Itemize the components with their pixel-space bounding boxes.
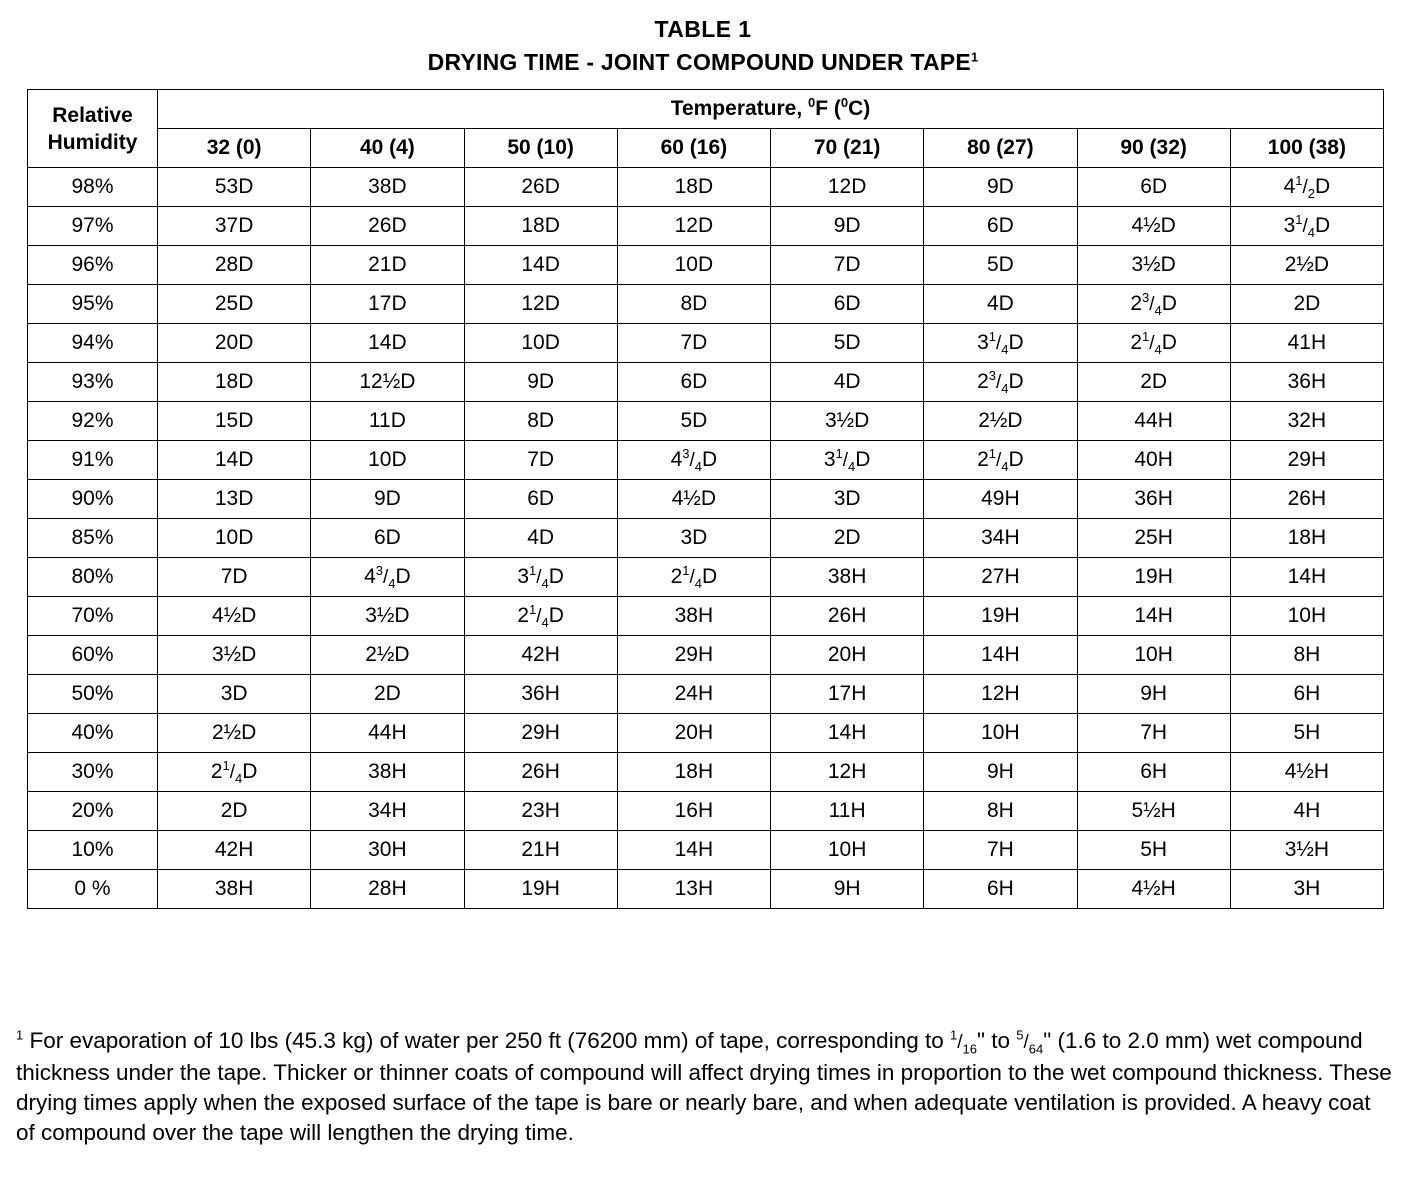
page-subtitle xyxy=(0,46,1406,78)
temperature-group-header xyxy=(158,90,1384,129)
footnote xyxy=(16,1026,1394,1148)
drying-time-cell xyxy=(1077,285,1230,324)
drying-time-cell: 37D xyxy=(158,207,311,246)
drying-time-cell xyxy=(924,324,1077,363)
drying-time-cell: 23H xyxy=(464,792,617,831)
drying-time-cell: 21H xyxy=(464,831,617,870)
drying-time-cell: 4½H xyxy=(1077,870,1230,909)
mixed-fraction-value: $4^1/_2D$ xyxy=(1283,173,1331,202)
drying-time-cell: 26H xyxy=(771,597,924,636)
drying-time-cell: 10H xyxy=(1077,636,1230,675)
fraction-denominator: 4 xyxy=(1154,342,1162,358)
drying-time-cell: 4D xyxy=(924,285,1077,324)
drying-time-cell: 2½D xyxy=(924,402,1077,441)
drying-time-cell: 53D xyxy=(158,168,311,207)
mixed-fraction-value: $3^1/_4D$ xyxy=(823,446,871,475)
table-row xyxy=(28,246,1384,285)
fraction-numerator: 3 xyxy=(375,563,383,578)
fraction-numerator: 1 xyxy=(222,758,230,773)
fraction-numerator: 1 xyxy=(682,563,690,578)
drying-time-cell: 12D xyxy=(617,207,770,246)
table-row xyxy=(28,324,1384,363)
drying-time-cell: 14H xyxy=(924,636,1077,675)
table-row xyxy=(28,519,1384,558)
drying-time-cell: 5D xyxy=(617,402,770,441)
drying-time-cell: 6H xyxy=(1230,675,1383,714)
drying-time-cell: 36H xyxy=(464,675,617,714)
drying-time-cell: 7H xyxy=(924,831,1077,870)
fraction-slash: / xyxy=(1302,177,1308,198)
fraction-slash: / xyxy=(229,762,236,783)
fraction-denominator: 4 xyxy=(388,576,396,592)
column-header-temp-90: 90 (32) xyxy=(1077,129,1230,168)
drying-time-cell: 14D xyxy=(464,246,617,285)
drying-time-cell: 11H xyxy=(771,792,924,831)
drying-time-cell: 7D xyxy=(617,324,770,363)
drying-time-cell: 2D xyxy=(771,519,924,558)
table-row xyxy=(28,675,1384,714)
column-header-temp-32: 32 (0) xyxy=(158,129,311,168)
column-header-temp-60: 60 (16) xyxy=(617,129,770,168)
drying-time-cell: 13D xyxy=(158,480,311,519)
drying-time-cell: 8H xyxy=(1230,636,1383,675)
fraction-numerator: 1 xyxy=(1295,212,1303,227)
mixed-fraction-value: $3^1/_4D$ xyxy=(517,563,564,592)
drying-time-cell: 34H xyxy=(311,792,464,831)
footnote-part2: " (1.6 to 2.0 mm) wet compound thickness under the tape. Thicker or thinner coats of compound will affect drying times in proportion to the wet compound thickness. These drying times apply when the exposed surface of the tape is bare or nearly bare, and when adequate ventilation is provided. A heavy coat of compound over the tape will lengthen the drying time. xyxy=(16,1028,1392,1145)
page-subtitle-text: DRYING TIME - JOINT COMPOUND UNDER TAPE xyxy=(427,49,971,75)
drying-time-cell xyxy=(464,558,617,597)
drying-time-cell: 14H xyxy=(771,714,924,753)
row-header-humidity: 0 % xyxy=(28,870,158,909)
drying-time-cell: 16H xyxy=(617,792,770,831)
drying-time-cell: 36H xyxy=(1230,363,1383,402)
temperature-label-f: F ( xyxy=(815,97,841,120)
drying-time-cell: 2D xyxy=(1077,363,1230,402)
drying-time-cell: 28D xyxy=(158,246,311,285)
drying-time-cell: 9D xyxy=(924,168,1077,207)
drying-time-cell: 20H xyxy=(617,714,770,753)
drying-time-cell xyxy=(1230,168,1383,207)
drying-time-cell: 21D xyxy=(311,246,464,285)
drying-time-cell: 3D xyxy=(617,519,770,558)
drying-time-cell: 38H xyxy=(311,753,464,792)
drying-time-cell: 2½D xyxy=(158,714,311,753)
drying-time-cell: 9H xyxy=(771,870,924,909)
drying-time-cell: 10D xyxy=(464,324,617,363)
drying-time-cell: 6D xyxy=(1077,168,1230,207)
footnote-frac2-slash: / xyxy=(1023,1032,1029,1053)
drying-time-cell: 10D xyxy=(158,519,311,558)
drying-time-cell: 6D xyxy=(924,207,1077,246)
drying-time-table xyxy=(27,89,1384,909)
column-header-temp-100: 100 (38) xyxy=(1230,129,1383,168)
fraction-denominator: 4 xyxy=(694,576,702,592)
drying-time-cell: 14D xyxy=(311,324,464,363)
drying-time-cell: 12½D xyxy=(311,363,464,402)
fraction-numerator: 3 xyxy=(682,446,690,461)
drying-time-cell: 7D xyxy=(771,246,924,285)
drying-time-cell: 3½D xyxy=(1077,246,1230,285)
degree-symbol-f: 0 xyxy=(808,95,816,110)
drying-time-cell: 10D xyxy=(311,441,464,480)
table-body xyxy=(28,168,1384,909)
drying-time-cell: 6H xyxy=(1077,753,1230,792)
drying-time-cell: 27H xyxy=(924,558,1077,597)
row-header-humidity: 95% xyxy=(28,285,158,324)
mixed-fraction-value: $2^3/_4D$ xyxy=(1130,290,1177,319)
row-header-humidity: 96% xyxy=(28,246,158,285)
drying-time-cell: 5H xyxy=(1077,831,1230,870)
drying-time-cell xyxy=(924,441,1077,480)
drying-time-cell: 15D xyxy=(158,402,311,441)
table-row xyxy=(28,441,1384,480)
drying-time-cell: 18D xyxy=(617,168,770,207)
drying-time-cell xyxy=(1077,324,1230,363)
fraction-slash: / xyxy=(1149,333,1155,354)
table-header-row-columns xyxy=(28,129,1384,168)
temperature-label-c: C) xyxy=(848,97,871,120)
drying-time-cell: 42H xyxy=(158,831,311,870)
drying-time-cell: 18D xyxy=(158,363,311,402)
table-header-row-group xyxy=(28,90,1384,129)
fraction-denominator: 4 xyxy=(235,771,243,787)
page-title: TABLE 1 xyxy=(654,16,752,42)
fraction-slash: / xyxy=(995,372,1002,393)
footnote-part1: For evaporation of 10 lbs (45.3 kg) of water per 250 ft (76200 mm) of tape, corresponding to xyxy=(23,1028,950,1053)
row-header-humidity: 50% xyxy=(28,675,158,714)
drying-time-cell: 5½H xyxy=(1077,792,1230,831)
table-head xyxy=(28,90,1384,168)
fraction-numerator: 1 xyxy=(1295,173,1303,188)
column-header-temp-40: 40 (4) xyxy=(311,129,464,168)
row-header-humidity: 94% xyxy=(28,324,158,363)
drying-time-cell: 26H xyxy=(1230,480,1383,519)
drying-time-cell: 19H xyxy=(1077,558,1230,597)
drying-time-cell: 2D xyxy=(158,792,311,831)
table-row xyxy=(28,402,1384,441)
drying-time-cell: 28H xyxy=(311,870,464,909)
fraction-numerator: 1 xyxy=(529,563,537,578)
drying-time-cell: 6D xyxy=(617,363,770,402)
drying-time-cell: 24H xyxy=(617,675,770,714)
mixed-fraction-value: $2^3/_4D$ xyxy=(977,368,1024,397)
fraction-denominator: 4 xyxy=(1307,225,1315,241)
fraction-numerator: 1 xyxy=(1142,329,1150,344)
row-header-humidity: 20% xyxy=(28,792,158,831)
drying-time-cell: 6D xyxy=(771,285,924,324)
drying-time-cell xyxy=(924,363,1077,402)
column-header-temp-50: 50 (10) xyxy=(464,129,617,168)
mixed-fraction-value: $2^1/_4D$ xyxy=(670,563,718,592)
drying-time-cell: 2D xyxy=(1230,285,1383,324)
footnote-fraction-1-16 xyxy=(950,1026,977,1058)
fraction-slash: / xyxy=(689,450,695,471)
drying-time-cell: 36H xyxy=(1077,480,1230,519)
drying-time-cell: 3½D xyxy=(771,402,924,441)
drying-time-cell: 4½H xyxy=(1230,753,1383,792)
drying-time-cell: 10H xyxy=(924,714,1077,753)
drying-time-cell: 26D xyxy=(311,207,464,246)
mixed-fraction-value: $3^1/_4D$ xyxy=(1283,212,1331,241)
fraction-slash: / xyxy=(842,450,849,471)
drying-time-cell: 41H xyxy=(1230,324,1383,363)
row-header-humidity: 85% xyxy=(28,519,158,558)
mixed-fraction-value: $4^3/_4D$ xyxy=(364,563,411,592)
fraction-numerator: 3 xyxy=(988,368,996,383)
footnote-frac2-numerator: 5 xyxy=(1016,1027,1024,1043)
drying-time-cell: 4½D xyxy=(617,480,770,519)
fraction-denominator: 4 xyxy=(1001,342,1009,358)
drying-time-cell: 38H xyxy=(158,870,311,909)
drying-time-cell: 10H xyxy=(771,831,924,870)
relative-humidity-header xyxy=(28,90,158,168)
table-row xyxy=(28,285,1384,324)
relative-humidity-header-line1: Relative xyxy=(52,103,133,127)
footnote-frac1-numerator: 1 xyxy=(950,1027,958,1043)
table-row xyxy=(28,207,1384,246)
drying-time-cell: 2½D xyxy=(1230,246,1383,285)
drying-time-cell: 2D xyxy=(311,675,464,714)
drying-time-cell: 12H xyxy=(771,753,924,792)
drying-time-cell: 9H xyxy=(1077,675,1230,714)
table-row xyxy=(28,831,1384,870)
fraction-slash: / xyxy=(382,567,389,588)
footnote-marker: 1 xyxy=(16,1027,24,1043)
fraction-slash: / xyxy=(536,606,542,627)
drying-time-cell: 7H xyxy=(1077,714,1230,753)
drying-time-cell: 9D xyxy=(311,480,464,519)
drying-time-cell: 18H xyxy=(1230,519,1383,558)
fraction-numerator: 1 xyxy=(835,446,843,461)
drying-time-cell: 17D xyxy=(311,285,464,324)
drying-time-cell xyxy=(617,441,770,480)
fraction-denominator: 4 xyxy=(848,459,856,475)
row-header-humidity: 60% xyxy=(28,636,158,675)
table-row xyxy=(28,870,1384,909)
drying-time-cell: 14D xyxy=(158,441,311,480)
drying-time-cell: 19H xyxy=(924,597,1077,636)
fraction-slash: / xyxy=(1302,216,1308,237)
drying-time-cell: 18H xyxy=(617,753,770,792)
drying-time-cell: 38H xyxy=(617,597,770,636)
drying-time-cell: 8H xyxy=(924,792,1077,831)
drying-time-cell: 25D xyxy=(158,285,311,324)
table-row xyxy=(28,792,1384,831)
fraction-denominator: 4 xyxy=(1001,381,1009,397)
column-header-temp-80: 80 (27) xyxy=(924,129,1077,168)
footnote-frac1-slash: / xyxy=(957,1032,963,1053)
drying-time-cell: 29H xyxy=(617,636,770,675)
footnote-mid1: " to xyxy=(976,1028,1017,1053)
drying-time-cell: 12H xyxy=(924,675,1077,714)
table-row xyxy=(28,753,1384,792)
table-row xyxy=(28,714,1384,753)
drying-time-cell: 3D xyxy=(158,675,311,714)
drying-time-cell: 17H xyxy=(771,675,924,714)
drying-time-cell: 6H xyxy=(924,870,1077,909)
drying-time-cell xyxy=(771,441,924,480)
drying-time-cell: 49H xyxy=(924,480,1077,519)
fraction-slash: / xyxy=(1149,294,1155,315)
drying-time-cell: 3½H xyxy=(1230,831,1383,870)
drying-time-cell: 20H xyxy=(771,636,924,675)
footnote-fraction-5-64 xyxy=(1016,1026,1043,1058)
drying-time-cell: 32H xyxy=(1230,402,1383,441)
drying-time-cell: 10H xyxy=(1230,597,1383,636)
drying-time-cell: 29H xyxy=(464,714,617,753)
drying-time-cell: 6D xyxy=(311,519,464,558)
fraction-slash: / xyxy=(689,567,695,588)
fraction-numerator: 3 xyxy=(1142,290,1150,305)
mixed-fraction-value: $2^1/_4D$ xyxy=(1130,329,1177,358)
footnote-frac2-denominator: 64 xyxy=(1028,1041,1044,1057)
drying-time-cell xyxy=(617,558,770,597)
row-header-humidity: 80% xyxy=(28,558,158,597)
fraction-denominator: 4 xyxy=(694,459,702,475)
title-block xyxy=(0,0,1406,78)
mixed-fraction-value: $2^1/_4D$ xyxy=(210,758,258,787)
drying-time-cell: 9D xyxy=(464,363,617,402)
footnote-frac1-denominator: 16 xyxy=(962,1041,977,1057)
drying-time-cell xyxy=(158,753,311,792)
drying-time-cell: 34H xyxy=(924,519,1077,558)
drying-time-cell: 5H xyxy=(1230,714,1383,753)
mixed-fraction-value: $2^1/_4D$ xyxy=(517,602,564,631)
degree-symbol-c: 0 xyxy=(840,95,849,110)
drying-time-cell: 12D xyxy=(464,285,617,324)
drying-time-cell: 4D xyxy=(771,363,924,402)
row-header-humidity: 40% xyxy=(28,714,158,753)
drying-time-cell: 26H xyxy=(464,753,617,792)
mixed-fraction-value: $4^3/_4D$ xyxy=(670,446,718,475)
drying-time-cell: 14H xyxy=(1077,597,1230,636)
fraction-denominator: 2 xyxy=(1307,186,1315,202)
drying-time-cell: 3½D xyxy=(158,636,311,675)
table-row xyxy=(28,480,1384,519)
fraction-slash: / xyxy=(995,333,1002,354)
row-header-humidity: 97% xyxy=(28,207,158,246)
drying-time-cell: 7D xyxy=(464,441,617,480)
column-header-temp-70: 70 (21) xyxy=(771,129,924,168)
row-header-humidity: 92% xyxy=(28,402,158,441)
row-header-humidity: 98% xyxy=(28,168,158,207)
fraction-slash: / xyxy=(536,567,542,588)
drying-time-cell: 10D xyxy=(617,246,770,285)
drying-time-cell xyxy=(464,597,617,636)
fraction-numerator: 1 xyxy=(529,602,537,617)
drying-time-cell: 4½D xyxy=(158,597,311,636)
drying-time-cell: 12D xyxy=(771,168,924,207)
drying-time-cell: 8D xyxy=(617,285,770,324)
fraction-numerator: 1 xyxy=(988,329,996,344)
temperature-label-prefix: Temperature, xyxy=(670,97,809,120)
mixed-fraction-value: $3^1/_4D$ xyxy=(977,329,1024,358)
row-header-humidity: 93% xyxy=(28,363,158,402)
relative-humidity-header-line2: Humidity xyxy=(47,130,138,154)
row-header-humidity: 10% xyxy=(28,831,158,870)
drying-time-cell xyxy=(311,558,464,597)
drying-time-cell: 4H xyxy=(1230,792,1383,831)
drying-time-cell: 14H xyxy=(1230,558,1383,597)
drying-time-cell: 14H xyxy=(617,831,770,870)
drying-time-cell: 44H xyxy=(1077,402,1230,441)
drying-time-cell: 9H xyxy=(924,753,1077,792)
row-header-humidity: 91% xyxy=(28,441,158,480)
table-row xyxy=(28,597,1384,636)
row-header-humidity: 30% xyxy=(28,753,158,792)
drying-time-cell: 19H xyxy=(464,870,617,909)
drying-time-cell: 3D xyxy=(771,480,924,519)
row-header-humidity: 90% xyxy=(28,480,158,519)
drying-time-cell xyxy=(1230,207,1383,246)
drying-time-cell: 42H xyxy=(464,636,617,675)
table-row xyxy=(28,636,1384,675)
drying-time-cell: 29H xyxy=(1230,441,1383,480)
drying-time-cell: 8D xyxy=(464,402,617,441)
drying-time-cell: 5D xyxy=(771,324,924,363)
table-row xyxy=(28,168,1384,207)
drying-time-cell: 2½D xyxy=(311,636,464,675)
drying-time-cell: 38D xyxy=(311,168,464,207)
fraction-denominator: 4 xyxy=(541,615,549,631)
page-subtitle-footnote-marker: 1 xyxy=(970,49,979,65)
drying-time-cell: 5D xyxy=(924,246,1077,285)
fraction-denominator: 4 xyxy=(541,576,549,592)
fraction-denominator: 4 xyxy=(1001,459,1009,475)
drying-time-cell: 9D xyxy=(771,207,924,246)
fraction-slash: / xyxy=(995,450,1002,471)
table-row xyxy=(28,363,1384,402)
drying-time-cell: 25H xyxy=(1077,519,1230,558)
drying-time-cell: 18D xyxy=(464,207,617,246)
drying-time-cell: 3½D xyxy=(311,597,464,636)
drying-time-cell: 11D xyxy=(311,402,464,441)
drying-time-cell: 40H xyxy=(1077,441,1230,480)
drying-time-cell: 38H xyxy=(771,558,924,597)
drying-time-cell: 13H xyxy=(617,870,770,909)
row-header-humidity: 70% xyxy=(28,597,158,636)
drying-time-cell: 26D xyxy=(464,168,617,207)
drying-time-table-wrapper xyxy=(27,89,1384,909)
drying-time-cell: 44H xyxy=(311,714,464,753)
fraction-numerator: 1 xyxy=(988,446,996,461)
table-row xyxy=(28,558,1384,597)
drying-time-cell: 20D xyxy=(158,324,311,363)
drying-time-cell: 4D xyxy=(464,519,617,558)
fraction-denominator: 4 xyxy=(1154,303,1162,319)
drying-time-cell: 6D xyxy=(464,480,617,519)
drying-time-cell: 7D xyxy=(158,558,311,597)
drying-time-cell: 3H xyxy=(1230,870,1383,909)
drying-time-cell: 30H xyxy=(311,831,464,870)
drying-time-cell: 4½D xyxy=(1077,207,1230,246)
mixed-fraction-value: $2^1/_4D$ xyxy=(977,446,1024,475)
